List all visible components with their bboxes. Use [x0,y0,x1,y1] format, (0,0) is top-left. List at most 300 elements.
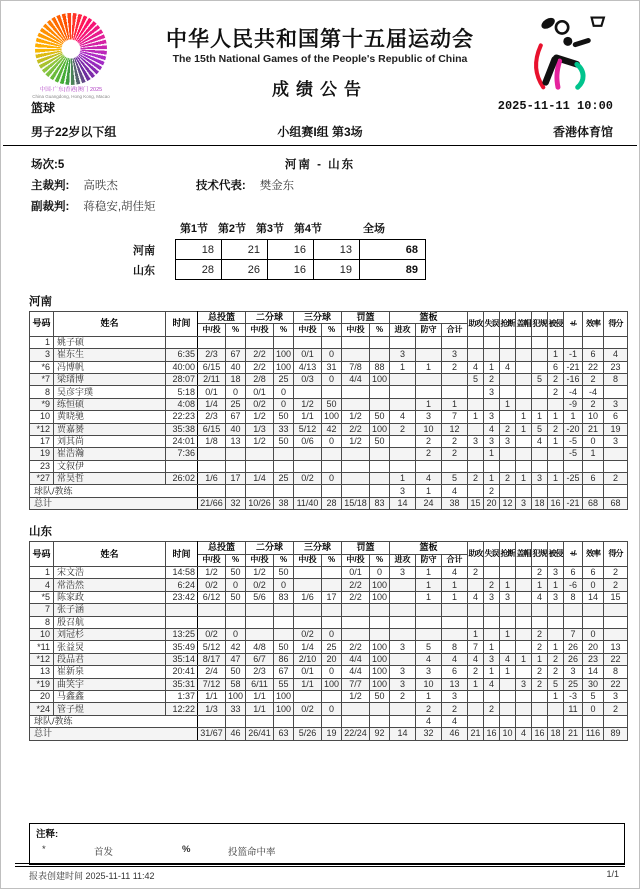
stat-cell [516,715,532,727]
quarter-score: 28 [176,260,222,280]
page-title-en: The 15th National Games of the People's Republic of China [172,53,468,65]
col-subheader: % [370,324,390,336]
stat-cell: 67 [274,666,294,678]
stat-cell [442,460,468,472]
stat-cell: 22 [604,678,628,690]
stat-cell: 7 [468,641,484,653]
stat-cell [294,336,322,348]
col-subheader: 防守 [416,554,442,566]
stat-cell: 4 [500,361,516,373]
stat-cell: 3 [604,398,628,410]
phase-label: 小组赛I组 第3场 [277,125,363,139]
player-row [30,616,628,628]
stat-cell: 1/2 [342,411,370,423]
stat-cell [322,448,342,460]
stat-cell [468,448,484,460]
player-name: 宋文浩 [54,567,166,579]
notes-legend [36,844,618,858]
stat-cell: 0/2 [198,579,226,591]
stat-cell: 1/4 [246,473,274,485]
stat-cell [484,336,500,348]
stat-cell: 4 [500,653,516,665]
stat-cell [342,604,370,616]
col-group-header: 总投篮 [198,312,246,324]
stat-cell: 1 [390,361,416,373]
stat-cell: 25 [226,398,246,410]
page-header [1,11,639,145]
stat-cell [484,567,500,579]
stat-cell: 1 [442,591,468,603]
stat-cell [500,349,516,361]
stat-cell: 1/6 [198,473,226,485]
stat-cell: 2 [484,579,500,591]
stat-cell [370,398,390,410]
player-row [30,567,628,579]
col-header: 效率 [583,542,604,567]
stat-cell: 25 [274,373,294,385]
stat-cell: 89 [604,728,628,740]
col-group-header: 二分球 [246,312,294,324]
category-label: 男子22岁以下组 [31,125,117,139]
stat-cell: 2 [548,386,564,398]
stat-cell: 32 [416,728,442,740]
stat-cell: 0 [583,579,604,591]
quarter-score-row [133,240,426,260]
stat-cell [532,448,548,460]
player-row [30,666,628,678]
stat-cell [468,616,484,628]
venue-label: 香港体育馆 [552,125,613,139]
play-time: 6:24 [166,579,198,591]
player-number: 1 [30,567,54,579]
stat-cell: 1 [583,448,604,460]
stat-cell: 55 [274,678,294,690]
stat-cell: 100 [274,361,294,373]
stat-cell: 100 [370,423,390,435]
stat-cell [500,690,516,702]
stat-cell [390,448,416,460]
col-subheader: 合计 [442,324,468,336]
stat-cell [604,616,628,628]
stat-cell: 2 [583,373,604,385]
stat-cell [342,336,370,348]
stat-cell [226,604,246,616]
player-row [30,653,628,665]
stat-cell: 0/1 [294,349,322,361]
stat-cell: 0/3 [294,373,322,385]
row-label: 总计 [30,497,198,509]
referee-label: 主裁判: [31,179,70,192]
stat-cell: 1 [500,398,516,410]
quarter-header-spacer [133,220,175,236]
stat-cell: 4 [416,653,442,665]
col-subheader: % [370,554,390,566]
col-subheader: 中/投 [294,554,322,566]
stat-cell [226,715,246,727]
stat-cell: 2 [604,567,628,579]
col-group-header: 篮板 [390,542,468,554]
stat-cell: 1 [442,398,468,410]
stat-cell [532,336,548,348]
stat-cell [390,435,416,447]
stat-cell: 2 [442,448,468,460]
stat-cell [390,460,416,472]
stat-cell: 1 [416,591,442,603]
stat-cell: 15/18 [342,497,370,509]
stat-cell: 2 [390,690,416,702]
player-row [30,604,628,616]
stat-cell: 0 [322,373,342,385]
stat-cell: 0 [322,666,342,678]
stat-cell [484,460,500,472]
play-time [166,616,198,628]
quarter-header: 第1节 [179,223,209,235]
stat-cell: 1 [484,448,500,460]
stat-cell [370,703,390,715]
stat-cell: 0 [274,398,294,410]
stat-cell: 0 [274,579,294,591]
play-time [166,336,198,348]
stat-cell [226,448,246,460]
stat-cell: 22 [583,361,604,373]
stat-cell: 6/11 [246,678,274,690]
quarter-score-table [133,239,426,280]
stat-cell: 4/13 [294,361,322,373]
stat-cell: 50 [274,435,294,447]
stat-cell: 33 [274,423,294,435]
stat-cell [322,485,342,497]
stat-cell [246,628,274,640]
stat-cell: 50 [370,435,390,447]
player-number: 1 [30,336,54,348]
stat-cell: 1/2 [294,398,322,410]
stat-cell: 0 [583,703,604,715]
stat-cell: 88 [370,361,390,373]
stat-cell: 5 [532,423,548,435]
col-subheader: % [322,554,342,566]
player-number: *9 [30,398,54,410]
stat-cell [500,567,516,579]
stat-cell: 3 [484,435,500,447]
player-number: *24 [30,703,54,715]
stat-cell [390,628,416,640]
stat-cell: 20 [583,641,604,653]
stat-cell: 5/12 [294,423,322,435]
stat-cell [226,336,246,348]
stat-cell: 15 [604,591,628,603]
stat-cell [564,715,583,727]
stat-cell [516,641,532,653]
stat-cell [342,386,370,398]
stat-cell: 3 [500,435,516,447]
stat-cell: 1 [516,473,532,485]
stat-cell: 10/26 [246,497,274,509]
stat-cell [604,628,628,640]
stat-cell [516,398,532,410]
stat-cell: 14 [390,497,416,509]
stat-cell [322,336,342,348]
stat-cell: 2/10 [294,653,322,665]
stat-cell: 0/1 [342,567,370,579]
stat-cell: 100 [322,411,342,423]
col-header: 得分 [604,542,628,567]
stat-cell [500,604,516,616]
player-row [30,423,628,435]
stat-cell: 86 [274,653,294,665]
stat-cell [198,715,226,727]
stat-cell: 4 [442,653,468,665]
stat-cell [532,386,548,398]
stat-cell: 2 [484,703,500,715]
stat-cell: -6 [564,579,583,591]
stat-cell [548,398,564,410]
stat-cell: 4/4 [342,666,370,678]
stat-cell: 0/1 [246,386,274,398]
stat-cell [390,616,416,628]
play-time: 12:22 [166,703,198,715]
stat-cell [564,485,583,497]
stat-cell: 24 [416,497,442,509]
stat-cell [500,485,516,497]
stat-cell: 3 [548,567,564,579]
team-name: 河南 [133,244,155,257]
stat-cell: 1 [442,579,468,591]
stat-cell: 21 [468,728,484,740]
stat-cell: 6 [604,411,628,423]
col-header: 犯规 [532,312,548,337]
quarter-header: 第3节 [255,223,285,235]
stat-cell: 50 [226,666,246,678]
notes-title: 注释: [36,829,59,840]
stat-cell: 67 [226,411,246,423]
stat-cell [294,579,322,591]
play-time: 35:38 [166,423,198,435]
stat-cell [390,373,416,385]
stat-cell [583,485,604,497]
player-number: 3 [30,349,54,361]
player-row [30,579,628,591]
col-subheader: 中/投 [246,324,274,336]
player-row [30,448,628,460]
stat-cell [416,616,442,628]
stat-cell [322,386,342,398]
stat-cell: 5 [532,373,548,385]
stat-cell: 2/4 [198,666,226,678]
stat-cell: 32 [226,497,246,509]
stat-cell: 4 [416,473,442,485]
play-time: 35:49 [166,641,198,653]
stat-cell: 1/4 [198,398,226,410]
stat-cell: 58 [226,678,246,690]
col-header: 效率 [583,312,604,337]
stat-cell [370,616,390,628]
stat-cell: 2 [468,567,484,579]
stat-cell: 1 [390,473,416,485]
stat-cell: 100 [370,653,390,665]
player-name: 文叙伊 [54,460,166,472]
col-header: 得分 [604,312,628,337]
stat-cell: -3 [564,690,583,702]
player-name: 崔浩瀚 [54,448,166,460]
player-number: 4 [30,579,54,591]
stat-cell: 0 [322,435,342,447]
stat-cell [390,653,416,665]
player-number: 10 [30,628,54,640]
stat-cell: 3 [416,666,442,678]
stat-cell [322,460,342,472]
stat-cell: 83 [274,591,294,603]
stat-cell: 3 [484,653,500,665]
stat-cell: 2/8 [246,373,274,385]
fullgame-score: 68 [360,240,426,260]
col-subheader: 中/投 [342,324,370,336]
starter-symbol: * [42,844,46,855]
stat-cell: 10 [500,728,516,740]
header-divider [3,145,637,146]
stat-cell [468,690,484,702]
stat-cell: 6 [583,473,604,485]
stat-cell [370,349,390,361]
stat-cell [246,616,274,628]
referee-name: 高昳杰 [83,179,118,192]
stat-cell: 2 [484,485,500,497]
stat-cell [468,423,484,435]
stat-cell: 50 [322,398,342,410]
play-time: 26:02 [166,473,198,485]
stat-cell [583,715,604,727]
stat-cell: 50 [274,641,294,653]
stat-cell: 13 [604,641,628,653]
page-title: 中华人民共和国第十五届运动会 [166,28,474,51]
stat-cell [532,690,548,702]
stat-cell [604,336,628,348]
stat-cell [390,398,416,410]
stat-cell: 8 [442,641,468,653]
stat-cell: 1 [468,678,484,690]
stat-cell: 17 [322,591,342,603]
stat-cell: 25 [274,473,294,485]
stat-cell [548,703,564,715]
stat-cell: 0 [226,386,246,398]
stat-cell [500,411,516,423]
stat-cell: 2 [548,423,564,435]
stat-cell: -5 [564,448,583,460]
player-row [30,336,628,348]
stat-cell: -25 [564,473,583,485]
stat-cell [564,336,583,348]
stat-cell [548,485,564,497]
stat-cell: 7 [442,411,468,423]
stat-cell [416,460,442,472]
stat-cell: 16 [484,728,500,740]
player-number: 19 [30,448,54,460]
team-section-title: 山东 [29,526,52,539]
stat-cell: 0 [322,473,342,485]
player-number: 8 [30,616,54,628]
stat-cell [583,604,604,616]
stat-cell: 1/1 [294,411,322,423]
stat-cell: 10 [416,423,442,435]
stat-cell [604,604,628,616]
stat-cell [468,349,484,361]
stat-cell: 16 [532,728,548,740]
stat-cell [322,690,342,702]
stat-cell [468,336,484,348]
session-number: 场次:5 [31,159,65,171]
stat-cell [548,460,564,472]
quarter-score: 16 [268,240,314,260]
report-created-time: 报表创建时间 2025-11-11 11:42 [29,871,155,881]
stat-cell: 1 [548,579,564,591]
stat-cell [516,485,532,497]
stat-cell: 0 [583,435,604,447]
stat-cell [564,460,583,472]
stat-cell [390,703,416,715]
stat-cell: 1 [416,579,442,591]
stat-cell [516,336,532,348]
stat-cell [484,690,500,702]
stat-cell: 6 [583,567,604,579]
stat-cell: 11/40 [294,497,322,509]
stat-cell [516,616,532,628]
stat-cell: 25 [322,641,342,653]
col-subheader: % [274,324,294,336]
stat-cell: 7 [564,628,583,640]
stat-cell: 2 [484,373,500,385]
col-header: 失误 [484,542,500,567]
stat-cell: 4/8 [246,641,274,653]
stat-cell: 2 [548,666,564,678]
stat-cell: 2/11 [198,373,226,385]
player-name: 常昊哲 [54,473,166,485]
col-header: 盖帽 [516,312,532,337]
bulletin-title: 成绩公告 [272,80,368,99]
play-time: 7:36 [166,448,198,460]
stat-cell [532,349,548,361]
team-section-title: 河南 [29,296,52,308]
stat-cell: 0 [322,349,342,361]
stat-cell: 1 [500,628,516,640]
stat-cell: -4 [564,386,583,398]
stat-cell: 1/1 [246,690,274,702]
percent-label: 投篮命中率 [228,847,276,858]
stat-cell: 50 [370,690,390,702]
stat-cell [548,336,564,348]
quarter-header: 第2节 [217,223,247,235]
stat-cell [516,666,532,678]
stat-cell [604,460,628,472]
stat-cell: 0/6 [294,435,322,447]
percent-symbol: % [182,844,191,855]
stat-cell: 5 [442,473,468,485]
stat-cell: 5 [583,690,604,702]
player-name: 黄晓驰 [54,411,166,423]
stat-cell [294,604,322,616]
stat-cell [468,703,484,715]
stat-cell: 6 [442,666,468,678]
stat-cell: 5 [548,678,564,690]
stat-cell: 3 [484,386,500,398]
stat-cell: 3 [442,349,468,361]
stat-cell [500,373,516,385]
stat-cell: 0/1 [294,666,322,678]
starter-label: 首发 [94,847,114,858]
stat-cell [500,336,516,348]
stat-cell: -1 [564,349,583,361]
col-header: 助攻 [468,542,484,567]
col-header: +/- [564,312,583,337]
delegate-label: 技术代表: [195,179,246,192]
